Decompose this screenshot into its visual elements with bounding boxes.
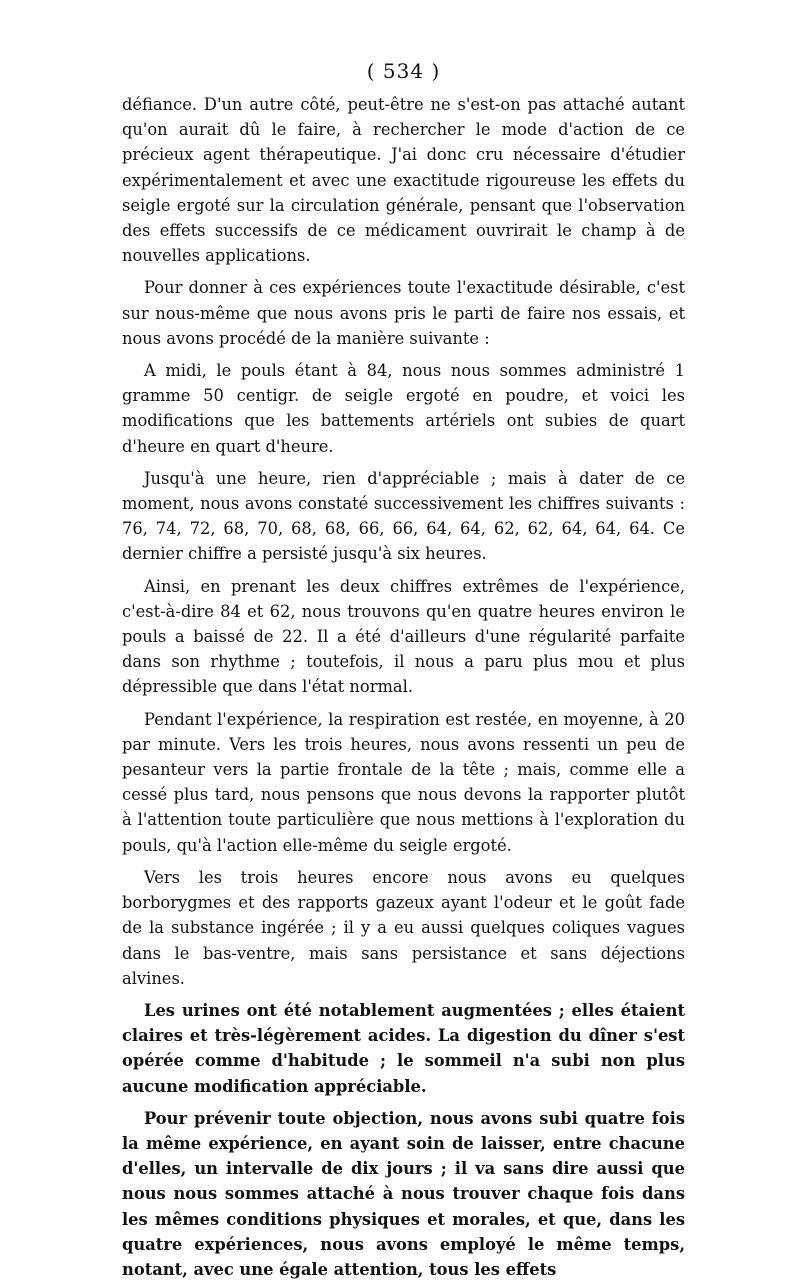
- paragraph: Pendant l'expérience, la respiration est restée, en moyenne, à 20 par minute. Vers les trois heures, nous avons ressenti un peu de pesanteur vers la partie frontale de la tête ; mais, comme elle a cessé plus tard, nous pensons que nous devons la rapporter plutôt à l'attention toute particulière que nous mettions à l'exploration du pouls, qu'à l'action elle-même du seigle ergoté.: [122, 709, 685, 855]
- paragraph: A midi, le pouls étant à 84, nous nous sommes administré 1 gramme 50 centigr. de seigle ergoté en poudre, et voici les modifications que les battements artériels ont subies de quart d'heure en quart d'heure.: [122, 361, 685, 456]
- paragraph: Pour prévenir toute objection, nous avons subi quatre fois la même expérience, en ayant soin de laisser, entre chacune d'elles, un intervalle de dix jours ; il va sans dire aussi que nous nous sommes attaché à nous trouver chaque fois dans les mêmes conditions physiques et morales, et que, dans les quatre expériences, nous avons employé le même temps, notant, avec une égale attention, tous les effets: [122, 1108, 685, 1279]
- paragraph: Pour donner à ces expériences toute l'exactitude désirable, c'est sur nous-même que nous avons pris le parti de faire nos essais, et nous avons procédé de la manière suivante :: [122, 278, 685, 348]
- paragraph: Jusqu'à une heure, rien d'appréciable ; mais à dater de ce moment, nous avons constaté successivement les chiffres suivants : 76, 74, 72, 68, 70, 68, 68, 66, 66, 64, 64, 62, 62, 64, 64, 64. Ce dernier chiffre a persisté jusqu'à six heures.: [122, 468, 685, 564]
- paragraph: défiance. D'un autre côté, peut-être ne s'est-on pas attaché autant qu'on aurait dû le faire, à rechercher le mode d'action de ce précieux agent thérapeutique. J'ai donc cru nécessaire d'étudier expérimentalement et avec une exactitude rigoureuse les effets du seigle ergoté sur la circulation générale, pensant que l'observation des effets successifs de ce médicament ouvrirait le champ à de nouvelles applications.: [122, 95, 685, 266]
- paragraph: Ainsi, en prenant les deux chiffres extrêmes de l'expérience, c'est-à-dire 84 et 62, nous trouvons qu'en quatre heures environ le pouls a baissé de 22. Il a été d'ailleurs d'une régularité parfaite dans son rhythme ; toutefois, il nous a paru plus mou et plus dépressible que dans l'état normal.: [122, 576, 685, 697]
- paragraph: Vers les trois heures encore nous avons eu quelques borborygmes et des rapports gazeux ayant l'odeur et le goût fade de la substance ingérée ; il y a eu aussi quelques coliques vagues dans le bas-ventre, mais sans persistance et sans déjections alvines.: [122, 867, 685, 988]
- paragraph: Les urines ont été notablement augmentées ; elles étaient claires et très-légèrement acides. La digestion du dîner s'est opérée comme d'habitude ; le sommeil n'a subi non plus aucune modification appréciable.: [122, 1000, 685, 1096]
- page-number: ( 534 ): [366, 59, 441, 83]
- page-body: [122, 92, 685, 1282]
